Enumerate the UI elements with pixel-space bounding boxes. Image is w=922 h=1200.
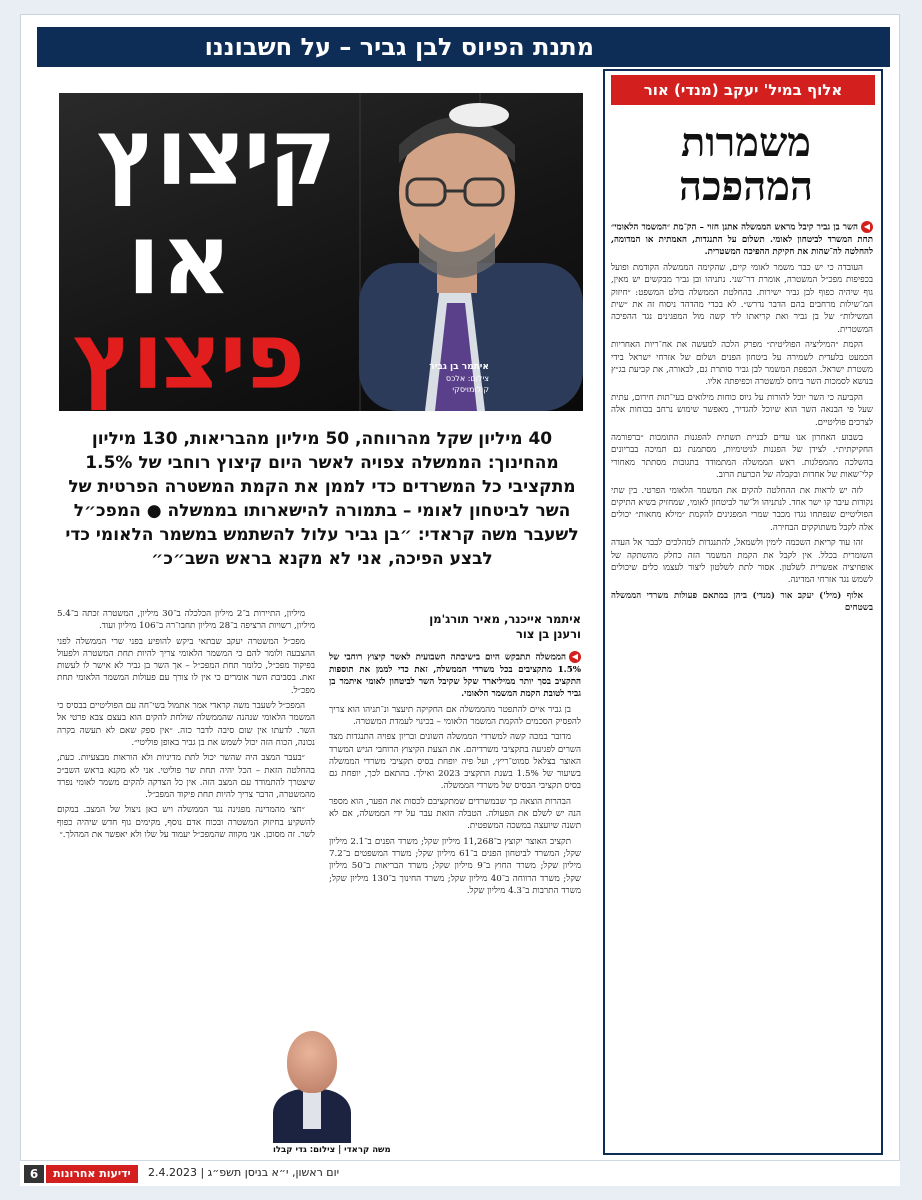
portrait-shirt (303, 1089, 321, 1129)
article-paragraph: בן גביר איים להתפטר מהממשלה אם החקיקה תיעצר ונ־תניהו הוא צריך להפסיק הסכמים להקמת המשמר הלאומי – בכינוי לעמדת המשטרה. (329, 704, 581, 727)
portrait-caption: משה קראדי | צילום: גדי קבלו (273, 1143, 443, 1157)
opinion-title-line1: משמרות (680, 119, 812, 166)
headline-word-cut: קיצוץ (97, 99, 335, 206)
opinion-column (603, 69, 883, 1155)
article-paragraph: ״בעבר המצב היה שהשר יכול לתת מדיניות ולא הוראות מבצעיות. כעת, בהחלטה הזאת – הכל יהיה תחת שר פוליטי. אני לא מקנא בראש השב״כ שיצטרך להתמודד עם המצב הזה. אין כל הצדקה להקים משמר לאומי נפרד מהמשטרה, הדבר צריך להיות תחת פיקוד המפכ״ל. (57, 753, 315, 801)
photo-caption-name: איתמר בן גביר (429, 362, 489, 372)
portrait-head (287, 1031, 337, 1093)
article-paragraph: תקציב האוצר יקוצץ ב־11,268 מיליון שקל; משרד הפנים ב־2.1 מיליון שקל; המשרד לביטחון הפנים ב־61 מיליון שקל; משרד המשפטים ב־7.2 מיליון שקל; משרד החוץ ב־9 מיליון שקל; משרד הבריאות ב־50 מיליון שקל; משרד הרווחה ב־40 מיליון שקל; משרד החינוך ב־130 מיליון שקל; משרד התרבות ב־4.3 מיליון שקל. (329, 836, 582, 896)
opinion-paragraph: לזה יש לראות את ההחלטה להקים את המשמר הלאומי הפרטי. בין שתי נקודות עיבר קו ישר אחד. לנתניהו ול־שר לביטחון לאומי, שמחזיק בשיא התיקים הפוליטיים שנפתחו נגדו מכבר שמרי המפגינים להקמת ״מילא מחאות״ יכולים אלה לקבל משתוקקים הבחירה. (611, 485, 873, 533)
newspaper-name: ידיעות אחרונות (46, 1165, 138, 1183)
arrow-bullet-icon: ◀ (569, 651, 581, 663)
opinion-paragraph: בשבוע האחרון אנו עדים לבניית תשתית להפגנות התומכות ״ברפורמה החקיקתית״. לצידן של הפגנות לגיטימיות, מסתמנת גם תמיכה בבריונים בהשלכה מהמפלגות. ראש הממשלה המתמודד בתגובות מסתתר מאחורי קלי־שאות של אחדות ובקבלה של הכרעת הרוב. (611, 433, 873, 481)
page-number: 6 (24, 1165, 44, 1183)
page-footer (20, 1160, 900, 1186)
article-paragraph: הבהרות הוצאה כך שבמשרדים שמתקציבם לכסות את הפער, הוא מספר הנה יש לשלם את הפעולה. הטבלה הזאת עבר על ידי הממשלה, אם לא תשנה שיועצה במשכה המשפטית. (329, 796, 581, 832)
headline-word-explosion: פיצוץ (73, 303, 304, 410)
opinion-paragraph: זהו עוד קריאת השכמה לימין ולשמאל, להתנגדות למהלכים לבבר אל העדה השומרית בכלל. אין לקבל את הקמת המשמר הזה כחלק מהשתקה של אופוזיציה אפשרית לשלטון. אסור לתת לשלטון ליצור לעצמו כלים שיכולים לשמש נגד אזרחי המדינה. (611, 538, 873, 586)
opinion-title-line2: המהפכה (678, 163, 814, 210)
opinion-signature: אלוף (מיל') יעקב אור (מנדי) ביהן במתאם פעולות משרדי הממשלה בשטחים (611, 590, 873, 614)
page-banner (37, 27, 890, 67)
opinion-paragraph: הקמת ״המיליציה הפוליטית״ מפרק הלכה למעשה את אח־ריות האחריות הכמעט בלעדית לשמירה על ביטחון הפנים ושלום של אזרחי ישראל בידי משטרת ישראל. הכפפת המשמר לבן גביר סותרת גם, לכאורה, את קביעת בג״ץ בנושא לסמכות השר ביחס למשטרה וכפיפתה אליו. (611, 340, 873, 388)
opinion-paragraph: הקביעה כי השר יוכל להורות על גיוס כוחות מילואים בעי־תות חירום, עתית שעל פי הבנאה השר הוא שיוכל להגדיר, מאפשר שימוש נרחב בכוחות אלה לצרכים פוליטיים. (611, 392, 873, 428)
article-column-left (57, 608, 315, 844)
article-paragraph: מדובר במכה קשה למשרדי הממשלה השונים ובריון צפויה התנגדות מצד השרים לפגיעה בתקציבי משרדיהם. את הצעת הקיצוץ הרוחבי הגיש המשרד האוצר בצלאל סמוט־ריץ׳, ועל פיה יופחת בסיס תקציבי משרדי הממשלה בשיעור של 1.5% בשנת התקציב 2023 ואילך. בהתאם לכך, יופחת גם בסיס תקציבי הבסיס של משרדי הממשלה. (329, 732, 581, 792)
article-lead-paragraph: ◀הממשלה תתבקש היום בישיבתה השבועית לאשר קיצוץ רוחבי של 1.5% מתקציבים בכל משרדי הממשלה, זאת כדי לממן את תוספות התקציב בסך יותר ממיליארד שקל שקיבל השר לביטחון לאומי איתמר בן גביר לטובת הקמת המשמר הלאומי. (329, 652, 581, 700)
issue-date: יום ראשון, י״א בניסן תשפ״ג | 2.4.2023 (148, 1166, 340, 1179)
opinion-body (611, 221, 873, 618)
photo-caption-credit: צילום: אלכס קולומויסקי (445, 374, 489, 394)
article-paragraph: המפכ״ל לשעבר משה קראדי אמר אתמול בשי־חה עם הפוליטיים בבסיס כי המשמר הלאומי שנהנה שהממשלה שולחת להקים הוא בעצם צבא פרטי אל השר. לדעתו אין שום סיבה לדבר כזה. ״אין ספק שאם לא תעשה בקרה נכונה, הכוח הזה יכול לשמש את בן גביר באופן פוליטי״. (57, 701, 315, 748)
banner-title: מתנת הפיוס לבן גביר – על חשבוננו (204, 33, 594, 61)
arrow-bullet-icon: ◀ (861, 221, 873, 233)
photo-caption (409, 362, 489, 395)
portrait-photo (273, 1025, 351, 1145)
article-authors: איתמר אייכנר, מאיר תורג'מן ורענן בן צור (429, 612, 581, 641)
newspaper-page (20, 14, 900, 1186)
article-paragraph: מפכ״ל המשטרה יעקב שבתאי ביקש להופיע בפני שרי הממשלה לפני ההצבעה ולומר להם כי המשמר הלאומי צריך להיות תחת המשטרה ולפעול בפיקוד מפכ״ל, כלומר תחת המפכ״ל – אך השר בן גביר לא אישר לו לעשות זאת. בסביבת השר אומרים כי אין לו צורך עם פעולות המשמר הלאומי תחת מפכ״ל. (57, 636, 315, 696)
opinion-byline: אלוף במיל' יעקב (מנדי) אור (611, 75, 875, 105)
opinion-lead-paragraph: ◀השר בן גביר קיבל מראש הממשלה אתנן חזוי – הק־מת ״המשמר הלאומי״ תחת המשרד לביטחון לאומי. תשלום על התנגדות, האמתית או המדומה, להחלטה לה־שהות את חקיקת ההפיכה המשטרית. (611, 222, 873, 258)
article-paragraph: מיליון, התיירות ב־2 מיליון הכלכלה ב־30 מיליון, המשטרה זכתה ב־5.4 מיליון, רשויות הרציפה ב־28 מיליון תחבו־רה ב־106 מיליון ועוד. (57, 609, 315, 632)
article-column-middle (329, 651, 581, 900)
main-subheadline: 40 מיליון שקל מהרווחה, 50 מיליון מהבריאות, 130 מיליון מהחינוך: הממשלה צפויה לאשר היום קיצוץ רוחבי של 1.5% מתקציבי כל המשרדים כדי לממן את הקמת המשטרה הפרטית של השר לביטחון לאומי – בתמורה להישארותו בממשלה ● המפכ״ל לשעבר משה קראדי: ״בן גביר עלול להשתמש במשמר הלאומי כדי לבצע הפיכה, אני לא מקנא בראש השב״כ״ (65, 429, 579, 569)
opinion-title (631, 121, 861, 209)
opinion-paragraph: העובדה כי יש כבר משמר לאומי קיים, שהקימה הממשלה הקודמת ופועל בכפיפות מפכ״ל המשטרה, אומרת דר־שני. נתניהו ובן גביר מבקשים יש מאין, גוף שיהיה כפוף לבן גביר ישירות. בהחלטת הממשלה בולט המשפט: ״חיזוק המ־שילות מרחבים בהם הדבר נדרש״. לא בכדי מהדהד ניסוח זה את ״שית המשילות״ של בן גביר ואת קריאתו ליד קשה מול המפגינים נגד ההפיכה המשטרית. (611, 262, 873, 335)
article-paragraph: ״חצי מהמדינה מפגינה נגד הממשלה ויש כאן ניצול של המצב. במקום להשקיע בחיזוק המשטרה ובכוח אדם נוסף, מקימים גוף חדש שיהיה כפוף לשר. זה מסוכן. אני מקווה שהמפכ״ל יעמוד על שלו ולא יאפשר את המהלך.״ (57, 805, 315, 841)
headline-word-or: או (127, 203, 232, 317)
main-photo (59, 93, 583, 411)
